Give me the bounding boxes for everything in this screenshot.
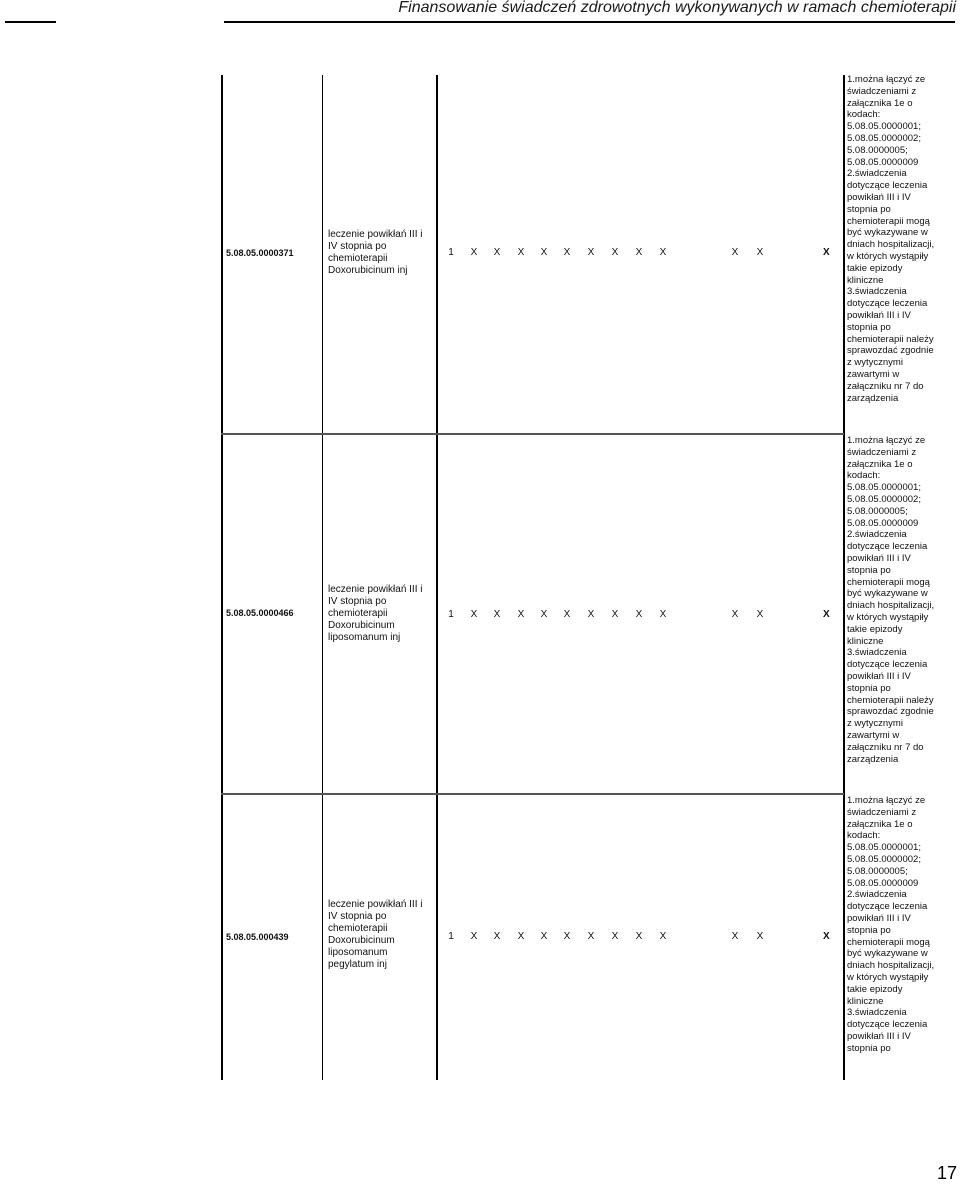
mark-cell: X (470, 931, 478, 942)
mark-cell: X (659, 609, 667, 620)
mark-cell: 1 (448, 931, 454, 942)
mark-cell: X (563, 931, 571, 942)
mark-cell: X (731, 247, 739, 258)
mark-cell: X (611, 931, 619, 942)
page-header-title: Finansowanie świadczeń zdrowotnych wykonywanych w ramach chemioterapii (398, 0, 956, 16)
service-code: 5.08.05.000439 (226, 932, 289, 942)
mark-cell: X (493, 931, 501, 942)
mark-cell: X (517, 247, 525, 258)
mark-cell: X (493, 609, 501, 620)
service-notes: 1.można łączyć ze świadczeniami z załącznika 1e o kodach: 5.08.05.0000001; 5.08.05.0000002; 5.08.0000005; 5.08.05.0000009 2.świadczenia dotyczące leczenia powikłań III i IV stopnia po chemioterapii mogą być wykazywane w dniach hospitalizacji, w których wystąpiły takie epizody kliniczne 3.świadczenia dotyczące leczenia powikłań III i IV stopnia po chemioterapii należy sprawozdać zgodnie z wytycznymi zawartymi w załączniku nr 7 do zarządzenia (847, 74, 935, 404)
mark-cell: X (517, 931, 525, 942)
mark-cell: X (731, 931, 739, 942)
service-notes: 1.można łączyć ze świadczeniami z załącznika 1e o kodach: 5.08.05.0000001; 5.08.05.0000002; 5.08.0000005; 5.08.05.0000009 2.świadczenia dotyczące leczenia powikłań III i IV stopnia po chemioterapii mogą być wykazywane w dniach hospitalizacji, w których wystąpiły takie epizody kliniczne 3.świadczenia dotyczące leczenia powikłań III i IV stopnia po (847, 795, 935, 1054)
row-separator (221, 793, 844, 795)
mark-cell: 1 (448, 609, 454, 620)
header-rule-left (5, 21, 56, 23)
service-name: leczenie powikłań III i IV stopnia po chemioterapii Doxorubicinum inj (328, 229, 423, 276)
mark-cell: X (756, 931, 764, 942)
mark-cell: X (756, 247, 764, 258)
mark-cell: X (563, 247, 571, 258)
mark-cell: X (470, 609, 478, 620)
mark-cell: X (756, 609, 764, 620)
mark-cell: X (540, 609, 548, 620)
mark-cell: X (659, 931, 667, 942)
mark-cell: X (540, 931, 548, 942)
header-rule-right (224, 21, 955, 23)
mark-cell: X (470, 247, 478, 258)
row-separator (221, 433, 844, 435)
mark-cell: X (517, 609, 525, 620)
mark-cell: 1 (448, 247, 454, 258)
table-border-left (221, 75, 223, 1080)
mark-cell: X (635, 931, 643, 942)
mark-cell: X (635, 609, 643, 620)
service-notes: 1.można łączyć ze świadczeniami z załącznika 1e o kodach: 5.08.05.0000001; 5.08.05.0000002; 5.08.0000005; 5.08.05.0000009 2.świadczenia dotyczące leczenia powikłań III i IV stopnia po chemioterapii mogą być wykazywane w dniach hospitalizacji, w których wystąpiły takie epizody kliniczne 3.świadczenia dotyczące leczenia powikłań III i IV stopnia po chemioterapii należy sprawozdać zgodnie z wytycznymi zawartymi w załączniku nr 7 do zarządzenia (847, 435, 935, 765)
mark-cell: X (611, 247, 619, 258)
mark-cell: X (659, 247, 667, 258)
service-code: 5.08.05.0000371 (226, 248, 294, 258)
table-divider-code (322, 75, 323, 1080)
mark-cell: X (587, 247, 595, 258)
mark-cell: X (731, 609, 739, 620)
page-number: 17 (936, 1163, 957, 1183)
mark-cell: X (493, 247, 501, 258)
mark-cell: X (635, 247, 643, 258)
mark-cell: X (540, 247, 548, 258)
table-divider-notes (843, 75, 845, 1080)
last-mark-cell: X (823, 931, 830, 942)
mark-cell: X (611, 609, 619, 620)
last-mark-cell: X (823, 609, 830, 620)
table-divider-name (436, 75, 438, 1080)
mark-cell: X (563, 609, 571, 620)
mark-cell: X (587, 931, 595, 942)
mark-cell: X (587, 609, 595, 620)
service-name: leczenie powikłań III i IV stopnia po chemioterapii Doxorubicinum liposomanum pegylatum inj (328, 899, 423, 970)
service-code: 5.08.05.0000466 (226, 608, 294, 618)
service-name: leczenie powikłań III i IV stopnia po chemioterapii Doxorubicinum liposomanum inj (328, 584, 423, 643)
last-mark-cell: X (823, 247, 830, 258)
